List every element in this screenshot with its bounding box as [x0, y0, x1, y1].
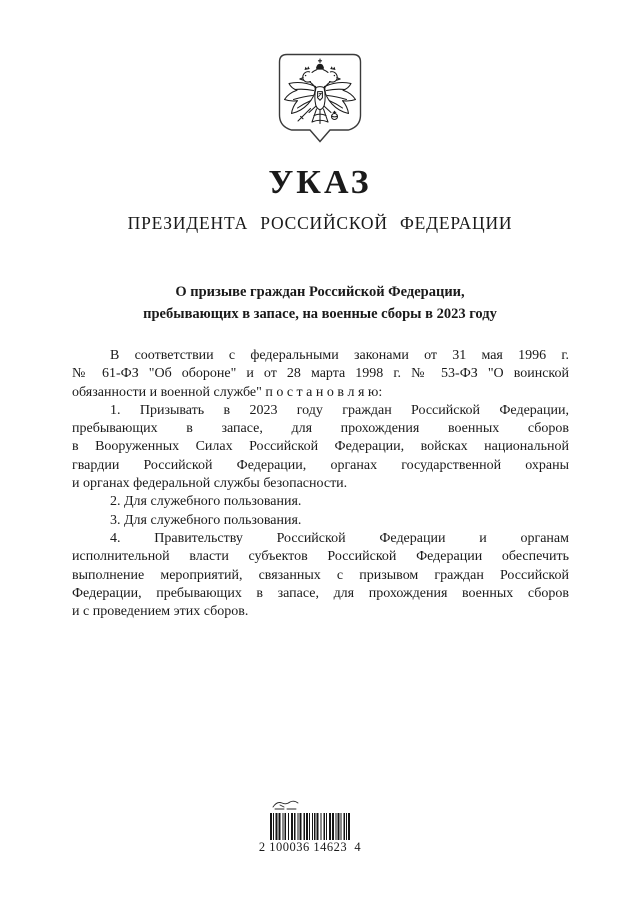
registration-mark-icon: [269, 798, 303, 812]
body-line: и с проведением этих сборов.: [72, 604, 249, 620]
decree-body: [72, 347, 569, 621]
body-line: в Вооруженных Силах Российской Федерации, войсках национальной: [72, 439, 569, 455]
body-line: 1. Призывать в 2023 году граждан Российской Федерации,: [110, 402, 569, 418]
body-line: выполнение мероприятий, связанных с призывом граждан Российской: [72, 567, 569, 583]
issuer-line: ПРЕЗИДЕНТА РОССИЙСКОЙ ФЕДЕРАЦИИ: [127, 213, 513, 233]
coat-of-arms-emblem: [278, 53, 362, 150]
body-line: и органах федеральной службы безопасности.: [72, 476, 348, 492]
subject-title: [0, 281, 640, 325]
body-line: пребывающих в запасе, для прохождения военных сборов: [72, 421, 569, 437]
body-line: 4. Правительству Российской Федерации и органам: [110, 530, 569, 546]
barcode-digits: 2 100036 14623 4: [258, 840, 362, 854]
subject-line-1: О призыве граждан Российской Федерации,: [175, 284, 465, 300]
body-line: обязанности и военной службе" п о с т а н о в л я ю:: [72, 384, 383, 400]
body-line: В соответствии с федеральными законами от 31 мая 1996 г.: [110, 348, 569, 363]
body-line: 2. Для служебного пользования.: [110, 494, 302, 510]
body-line: 3. Для служебного пользования.: [110, 512, 302, 528]
coat-of-arms-icon: [278, 53, 362, 150]
body-line: Федерации, пребывающих в запасе, для прохождения военных сборов: [72, 585, 569, 601]
subject-line-2: пребывающих в запасе, на военные сборы в 2023 году: [143, 306, 497, 322]
body-line: № 61-ФЗ "Об обороне" и от 28 марта 1998 г. № 53-ФЗ "О воинской: [72, 366, 569, 382]
barcode-icon: [270, 813, 350, 840]
body-line: исполнительной власти субъектов Российской Федерации обеспечить: [72, 549, 569, 565]
document-type-title: УКАЗ: [268, 164, 372, 201]
body-line: гвардии Российской Федерации, органах государственной охраны: [72, 457, 569, 473]
